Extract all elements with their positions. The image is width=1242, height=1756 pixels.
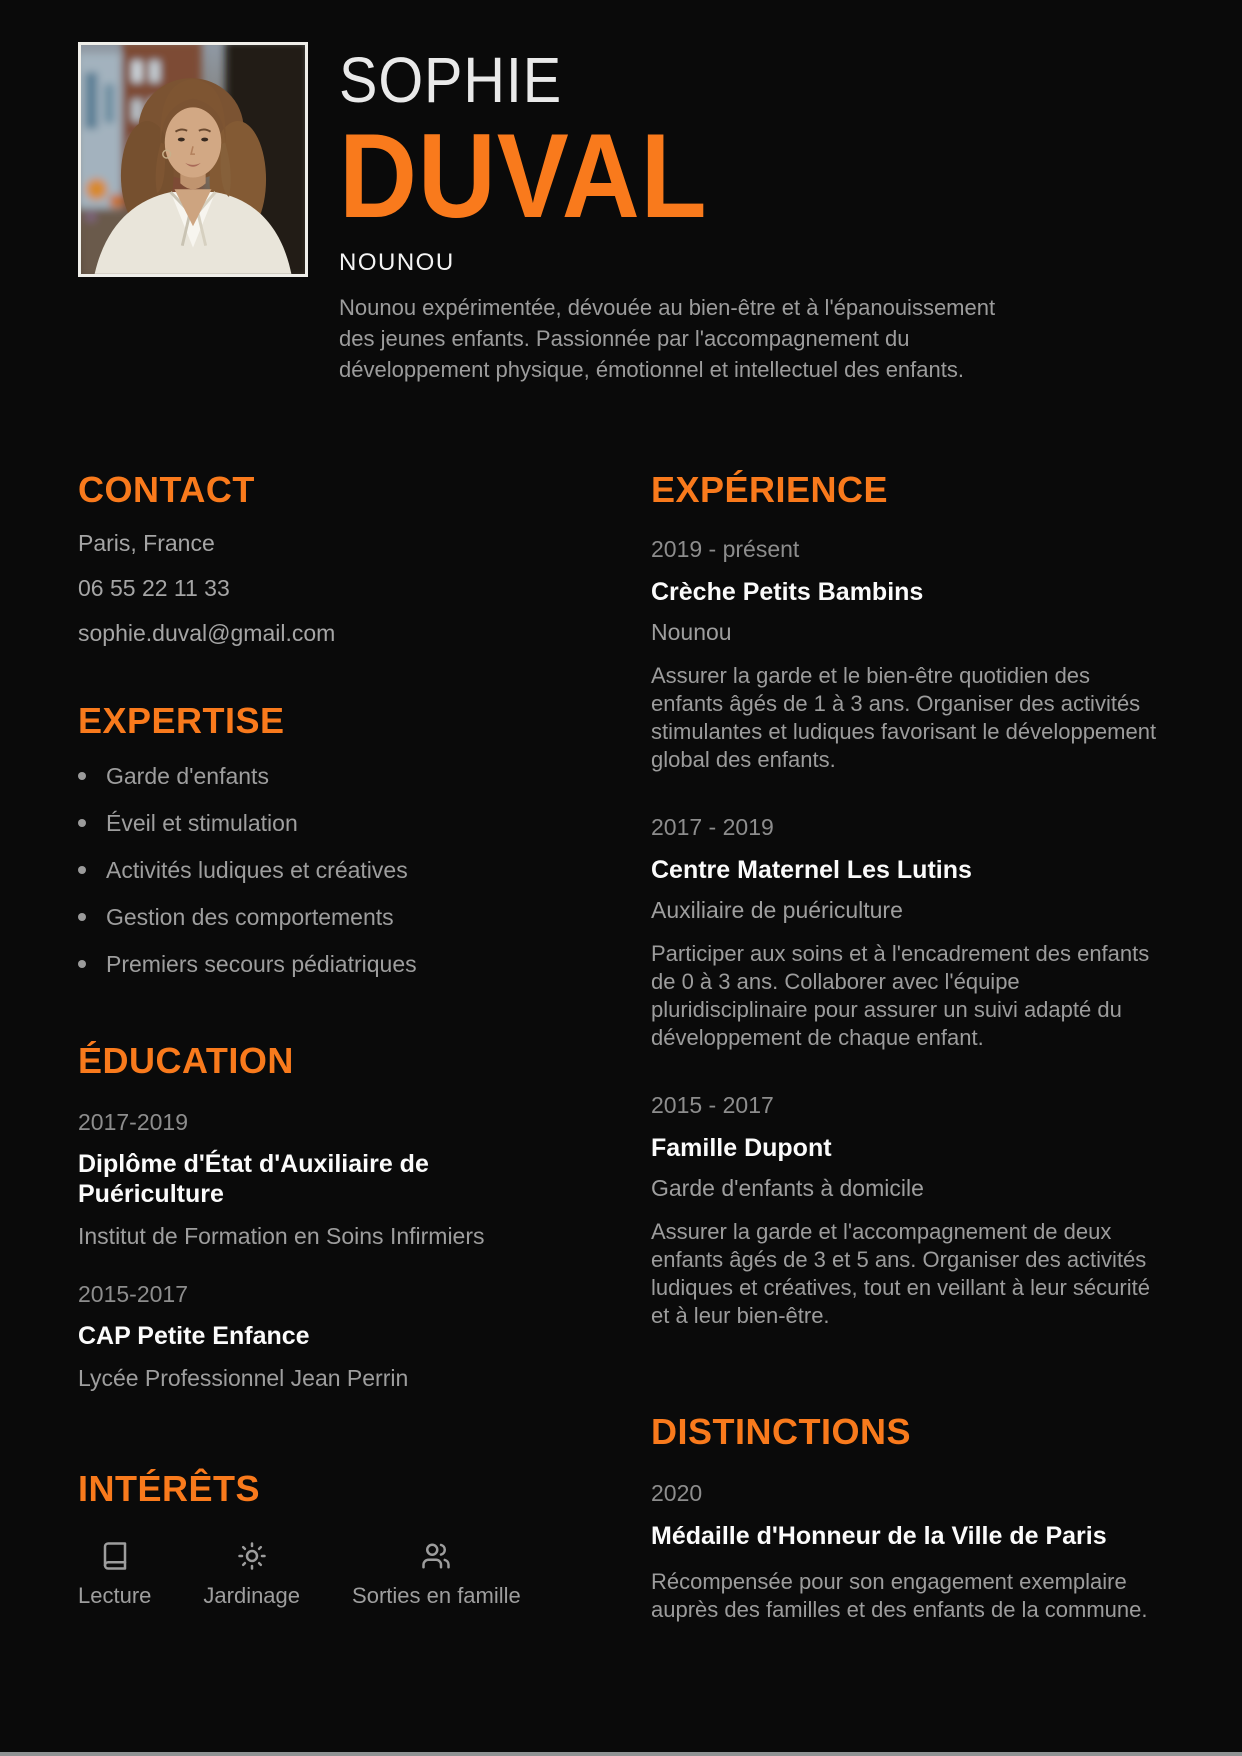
experience-role: Auxiliaire de puériculture — [651, 896, 903, 923]
experience-entry — [651, 535, 1164, 774]
list-item — [78, 762, 556, 789]
distinction-entry — [651, 1482, 1164, 1624]
education-school: Institut de Formation en Soins Infirmiers — [78, 1222, 485, 1249]
experience-entry — [651, 813, 1164, 1052]
interest-label: Lecture — [78, 1583, 152, 1609]
contact-location: Paris, France — [78, 529, 215, 556]
profile-photo — [78, 42, 308, 277]
last-name: DUVAL — [339, 109, 708, 244]
list-item — [78, 809, 556, 836]
experience-role: Nounou — [651, 618, 732, 645]
distinction-description: Récompensée pour son engagement exemplaire auprès des familles et des enfants de la commune. — [651, 1569, 1148, 1623]
interests-row — [78, 1541, 556, 1607]
distinctions-title: DISTINCTIONS — [651, 1411, 912, 1453]
expertise-section — [78, 699, 556, 977]
bullet-icon — [78, 819, 86, 827]
contact-phone: 06 55 22 11 33 — [78, 574, 230, 601]
education-degree: CAP Petite Enfance — [78, 1322, 310, 1351]
distinction-year: 2020 — [651, 1480, 703, 1507]
experience-entry — [651, 1094, 1164, 1330]
job-title: NOUNOU — [339, 248, 455, 276]
identity-block — [339, 42, 1034, 385]
interests-section — [78, 1468, 556, 1609]
distinctions-section — [651, 1411, 1164, 1624]
interest-item — [352, 1541, 521, 1607]
profile-summary: Nounou expérimentée, dévouée au bien-être et à l'épanouissement des jeunes enfants. Passionnée par l'accompagnement du développement physique, émotionnel et intellectuel des enfants. — [339, 294, 996, 382]
education-period: 2015-2017 — [78, 1281, 188, 1308]
education-school: Lycée Professionnel Jean Perrin — [78, 1365, 409, 1392]
experience-section — [651, 468, 1164, 1331]
portrait-illustration — [81, 45, 305, 274]
skill-label: Éveil et stimulation — [106, 809, 298, 836]
experience-period: 2019 - présent — [651, 535, 800, 562]
experience-role: Garde d'enfants à domicile — [651, 1175, 924, 1202]
bullet-icon — [78, 772, 86, 780]
experience-period: 2017 - 2019 — [651, 813, 774, 840]
contact-section — [78, 468, 556, 646]
distinction-name: Médaille d'Honneur de la Ville de Paris — [651, 1522, 1107, 1551]
education-entry — [78, 1283, 556, 1391]
experience-description: Assurer la garde et l'accompagnement de deux enfants âgés de 3 et 5 ans. Organiser des activités ludiques et créatives, tout en veillant à leur sécurité et à leur bien-être. — [651, 1219, 1150, 1329]
experience-description: Assurer la garde et le bien-être quotidien des enfants âgés de 1 à 3 ans. Organiser des activités stimulantes et ludiques favorisant le développement global des enfants. — [651, 662, 1157, 772]
list-item — [78, 950, 556, 977]
interest-label: Jardinage — [203, 1583, 301, 1609]
header — [78, 42, 1164, 385]
bullet-icon — [78, 913, 86, 921]
education-degree: Diplôme d'État d'Auxiliaire de Puériculture — [78, 1149, 429, 1208]
skill-label: Garde d'enfants — [106, 762, 269, 789]
skill-label: Activités ludiques et créatives — [106, 856, 408, 883]
skill-label: Premiers secours pédiatriques — [106, 950, 417, 977]
experience-title: EXPÉRIENCE — [651, 468, 889, 510]
list-item — [78, 856, 556, 883]
experience-company: Centre Maternel Les Lutins — [651, 855, 972, 884]
education-period: 2017-2019 — [78, 1108, 188, 1135]
interest-label: Sorties en famille — [352, 1583, 521, 1609]
education-entry — [78, 1108, 556, 1249]
left-column — [78, 468, 556, 1625]
interest-item — [78, 1541, 151, 1607]
sun-icon — [237, 1541, 267, 1571]
education-section — [78, 1039, 556, 1392]
page-bottom-edge — [0, 1752, 1242, 1756]
bullet-icon — [78, 866, 86, 874]
interest-item — [203, 1541, 300, 1607]
contact-title: CONTACT — [78, 468, 255, 510]
interests-title: INTÉRÊTS — [78, 1468, 261, 1510]
right-column — [651, 468, 1164, 1625]
first-name: SOPHIE — [339, 44, 563, 116]
list-item — [78, 903, 556, 930]
bullet-icon — [78, 960, 86, 968]
skill-label: Gestion des comportements — [106, 903, 394, 930]
experience-company: Famille Dupont — [651, 1134, 832, 1163]
experience-period: 2015 - 2017 — [651, 1092, 774, 1119]
users-icon — [421, 1541, 451, 1571]
book-icon — [100, 1541, 130, 1571]
expertise-title: EXPERTISE — [78, 699, 285, 741]
experience-company: Crèche Petits Bambins — [651, 577, 924, 606]
contact-email: sophie.duval@gmail.com — [78, 619, 336, 646]
education-title: ÉDUCATION — [78, 1039, 294, 1081]
main-columns — [78, 468, 1164, 1625]
experience-description: Participer aux soins et à l'encadrement des enfants de 0 à 3 ans. Collaborer avec l'équipe pluridisciplinaire pour assurer un suivi adapté du développement de chaque enfant. — [651, 941, 1150, 1051]
